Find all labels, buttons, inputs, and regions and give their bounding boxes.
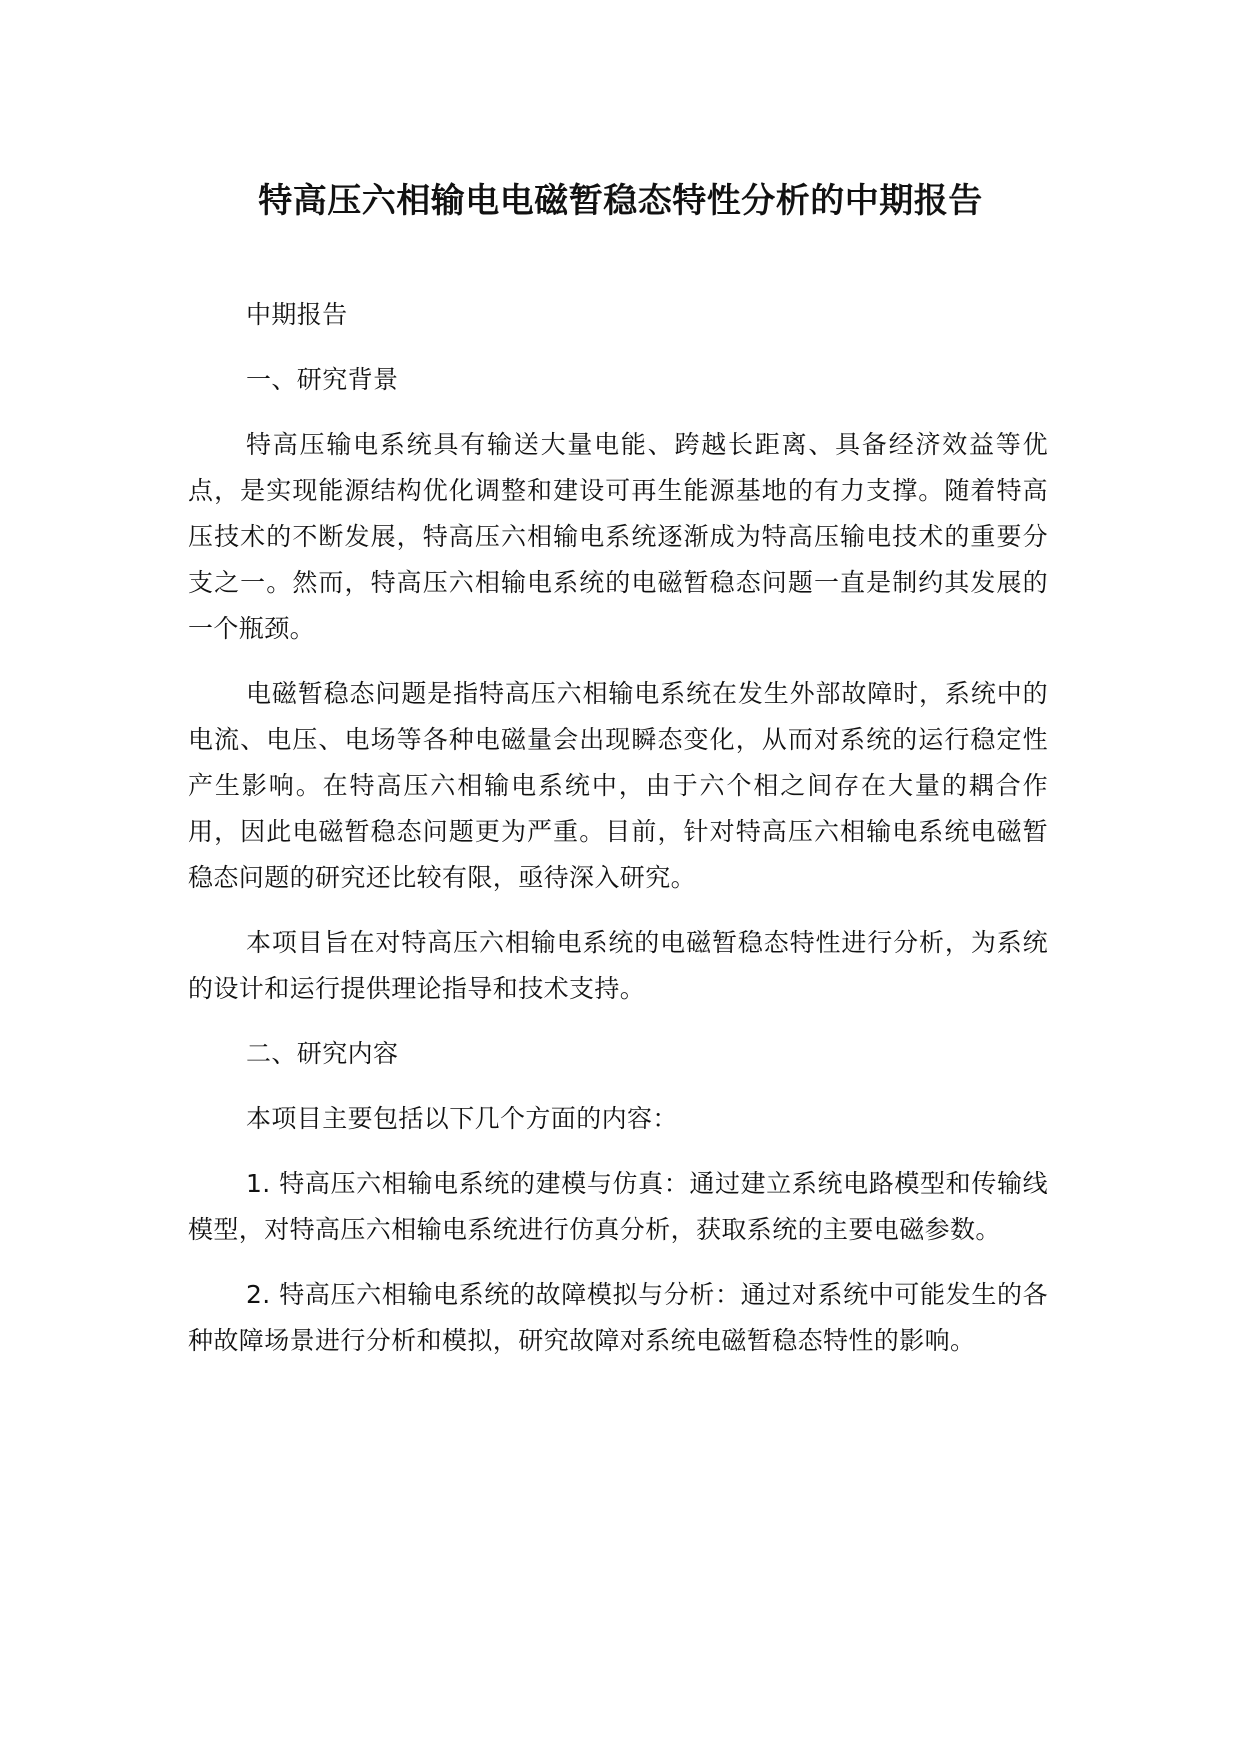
paragraph: 本项目旨在对特高压六相输电系统的电磁暂稳态特性进行分析，为系统的设计和运行提供理论指导和技术支持。 <box>188 928 1048 1003</box>
section-heading-background: 一、研究背景 <box>246 365 399 394</box>
paragraph: 特高压输电系统具有输送大量电能、跨越长距离、具备经济效益等优点，是实现能源结构优化调整和建设可再生能源基地的有力支撑。随着特高压技术的不断发展，特高压六相输电系统逐渐成为特高压输电技术的重要分支之一。然而，特高压六相输电系统的电磁暂稳态问题一直是制约其发展的一个瓶颈。 <box>188 430 1048 643</box>
list-item: 2. 特高压六相输电系统的故障模拟与分析：通过对系统中可能发生的各种故障场景进行分析和模拟，研究故障对系统电磁暂稳态特性的影响。 <box>188 1280 1048 1355</box>
paragraph: 本项目主要包括以下几个方面的内容： <box>246 1104 678 1133</box>
paragraph-report-label: 中期报告 <box>246 300 348 329</box>
document-body <box>188 292 1048 1383</box>
document-title: 特高压六相输电电磁暂稳态特性分析的中期报告 <box>258 181 983 221</box>
list-item: 1. 特高压六相输电系统的建模与仿真：通过建立系统电路模型和传输线模型，对特高压六相输电系统进行仿真分析，获取系统的主要电磁参数。 <box>188 1169 1048 1244</box>
section-heading-content: 二、研究内容 <box>246 1039 399 1068</box>
paragraph: 电磁暂稳态问题是指特高压六相输电系统在发生外部故障时，系统中的电流、电压、电场等各种电磁量会出现瞬态变化，从而对系统的运行稳定性产生影响。在特高压六相输电系统中，由于六个相之间存在大量的耦合作用，因此电磁暂稳态问题更为严重。目前，针对特高压六相输电系统电磁暂稳态问题的研究还比较有限，亟待深入研究。 <box>188 679 1048 892</box>
